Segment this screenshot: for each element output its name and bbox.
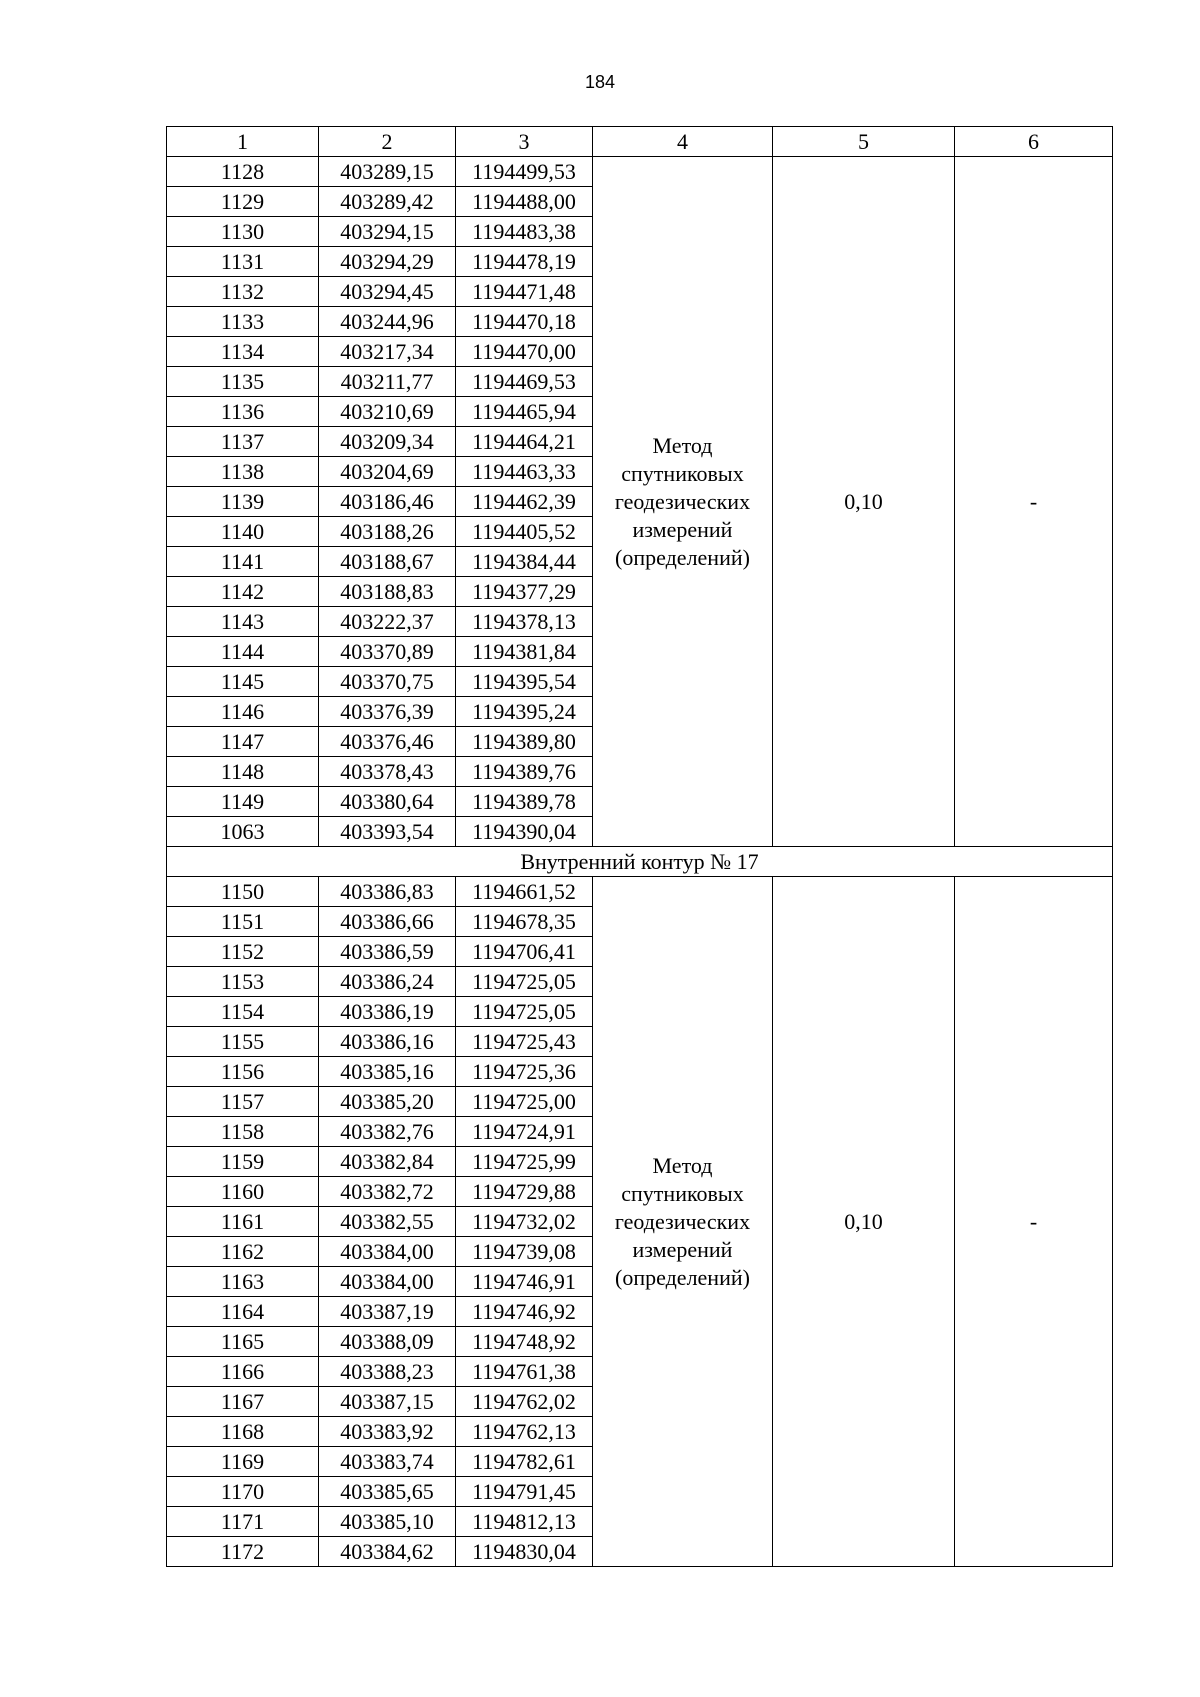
method-line: спутниковых [621, 1180, 744, 1206]
point-number-cell: 1130 [167, 217, 319, 247]
header-cell: 1 [167, 127, 319, 157]
point-number-cell: 1138 [167, 457, 319, 487]
header-cell: 5 [773, 127, 955, 157]
point-number-cell: 1172 [167, 1537, 319, 1567]
x-coordinate-cell: 403386,16 [319, 1027, 456, 1057]
y-coordinate-cell: 1194377,29 [456, 577, 593, 607]
y-coordinate-cell: 1194465,94 [456, 397, 593, 427]
x-coordinate-cell: 403386,19 [319, 997, 456, 1027]
y-coordinate-cell: 1194746,92 [456, 1297, 593, 1327]
point-number-cell: 1166 [167, 1357, 319, 1387]
x-coordinate-cell: 403209,34 [319, 427, 456, 457]
x-coordinate-cell: 403385,65 [319, 1477, 456, 1507]
y-coordinate-cell: 1194395,24 [456, 697, 593, 727]
y-coordinate-cell: 1194724,91 [456, 1117, 593, 1147]
point-number-cell: 1165 [167, 1327, 319, 1357]
y-coordinate-cell: 1194706,41 [456, 937, 593, 967]
section-title-row [167, 847, 1113, 877]
x-coordinate-cell: 403204,69 [319, 457, 456, 487]
y-coordinate-cell: 1194389,76 [456, 757, 593, 787]
y-coordinate-cell: 1194725,43 [456, 1027, 593, 1057]
x-coordinate-cell: 403294,45 [319, 277, 456, 307]
point-number-cell: 1133 [167, 307, 319, 337]
point-number-cell: 1155 [167, 1027, 319, 1057]
x-coordinate-cell: 403217,34 [319, 337, 456, 367]
x-coordinate-cell: 403294,29 [319, 247, 456, 277]
method-line: (определений) [615, 544, 750, 570]
y-coordinate-cell: 1194761,38 [456, 1357, 593, 1387]
x-coordinate-cell: 403382,72 [319, 1177, 456, 1207]
header-row [167, 127, 1113, 157]
y-coordinate-cell: 1194661,52 [456, 877, 593, 907]
point-number-cell: 1170 [167, 1477, 319, 1507]
y-coordinate-cell: 1194762,13 [456, 1417, 593, 1447]
point-number-cell: 1132 [167, 277, 319, 307]
x-coordinate-cell: 403376,39 [319, 697, 456, 727]
x-coordinate-cell: 403386,24 [319, 967, 456, 997]
x-coordinate-cell: 403380,64 [319, 787, 456, 817]
table-row [167, 877, 1113, 907]
x-coordinate-cell: 403211,77 [319, 367, 456, 397]
point-number-cell: 1168 [167, 1417, 319, 1447]
x-coordinate-cell: 403382,76 [319, 1117, 456, 1147]
point-number-cell: 1134 [167, 337, 319, 367]
x-coordinate-cell: 403222,37 [319, 607, 456, 637]
y-coordinate-cell: 1194390,04 [456, 817, 593, 847]
y-coordinate-cell: 1194470,18 [456, 307, 593, 337]
point-number-cell: 1154 [167, 997, 319, 1027]
y-coordinate-cell: 1194782,61 [456, 1447, 593, 1477]
x-coordinate-cell: 403385,16 [319, 1057, 456, 1087]
point-number-cell: 1142 [167, 577, 319, 607]
x-coordinate-cell: 403188,67 [319, 547, 456, 577]
y-coordinate-cell: 1194830,04 [456, 1537, 593, 1567]
point-number-cell: 1144 [167, 637, 319, 667]
method-line: геодезических [614, 1208, 751, 1234]
x-coordinate-cell: 403289,42 [319, 187, 456, 217]
header-cell: 2 [319, 127, 456, 157]
x-coordinate-cell: 403388,09 [319, 1327, 456, 1357]
y-coordinate-cell: 1194463,33 [456, 457, 593, 487]
x-coordinate-cell: 403370,75 [319, 667, 456, 697]
header-cell: 6 [955, 127, 1113, 157]
point-number-cell: 1136 [167, 397, 319, 427]
point-number-cell: 1146 [167, 697, 319, 727]
point-number-cell: 1158 [167, 1117, 319, 1147]
x-coordinate-cell: 403393,54 [319, 817, 456, 847]
accuracy-cell: 0,10 [773, 157, 955, 847]
section-title: Внутренний контур № 17 [167, 847, 1113, 877]
y-coordinate-cell: 1194732,02 [456, 1207, 593, 1237]
method-line: Метод [652, 1152, 713, 1178]
point-number-cell: 1135 [167, 367, 319, 397]
y-coordinate-cell: 1194748,92 [456, 1327, 593, 1357]
x-coordinate-cell: 403387,19 [319, 1297, 456, 1327]
x-coordinate-cell: 403386,83 [319, 877, 456, 907]
point-number-cell: 1151 [167, 907, 319, 937]
accuracy-cell: 0,10 [773, 877, 955, 1567]
point-number-cell: 1164 [167, 1297, 319, 1327]
point-number-cell: 1147 [167, 727, 319, 757]
x-coordinate-cell: 403385,20 [319, 1087, 456, 1117]
x-coordinate-cell: 403384,00 [319, 1237, 456, 1267]
y-coordinate-cell: 1194469,53 [456, 367, 593, 397]
y-coordinate-cell: 1194739,08 [456, 1237, 593, 1267]
point-number-cell: 1131 [167, 247, 319, 277]
table-row [167, 157, 1113, 187]
x-coordinate-cell: 403294,15 [319, 217, 456, 247]
y-coordinate-cell: 1194483,38 [456, 217, 593, 247]
y-coordinate-cell: 1194488,00 [456, 187, 593, 217]
point-number-cell: 1129 [167, 187, 319, 217]
y-coordinate-cell: 1194470,00 [456, 337, 593, 367]
y-coordinate-cell: 1194405,52 [456, 517, 593, 547]
x-coordinate-cell: 403382,55 [319, 1207, 456, 1237]
coordinates-table-body [167, 127, 1113, 1567]
method-line: измерений [632, 1236, 733, 1262]
x-coordinate-cell: 403370,89 [319, 637, 456, 667]
column-6-cell: - [955, 157, 1113, 847]
y-coordinate-cell: 1194812,13 [456, 1507, 593, 1537]
method-line: измерений [632, 516, 733, 542]
point-number-cell: 1163 [167, 1267, 319, 1297]
method-line: (определений) [615, 1264, 750, 1290]
method-line: геодезических [614, 488, 751, 514]
y-coordinate-cell: 1194378,13 [456, 607, 593, 637]
x-coordinate-cell: 403210,69 [319, 397, 456, 427]
method-line: спутниковых [621, 460, 744, 486]
point-number-cell: 1137 [167, 427, 319, 457]
point-number-cell: 1169 [167, 1447, 319, 1477]
point-number-cell: 1148 [167, 757, 319, 787]
y-coordinate-cell: 1194729,88 [456, 1177, 593, 1207]
point-number-cell: 1153 [167, 967, 319, 997]
y-coordinate-cell: 1194395,54 [456, 667, 593, 697]
y-coordinate-cell: 1194725,00 [456, 1087, 593, 1117]
header-cell: 3 [456, 127, 593, 157]
y-coordinate-cell: 1194725,99 [456, 1147, 593, 1177]
x-coordinate-cell: 403188,83 [319, 577, 456, 607]
point-number-cell: 1063 [167, 817, 319, 847]
x-coordinate-cell: 403388,23 [319, 1357, 456, 1387]
y-coordinate-cell: 1194389,78 [456, 787, 593, 817]
x-coordinate-cell: 403382,84 [319, 1147, 456, 1177]
method-cell [593, 877, 773, 1567]
y-coordinate-cell: 1194678,35 [456, 907, 593, 937]
y-coordinate-cell: 1194471,48 [456, 277, 593, 307]
point-number-cell: 1139 [167, 487, 319, 517]
point-number-cell: 1160 [167, 1177, 319, 1207]
x-coordinate-cell: 403384,00 [319, 1267, 456, 1297]
point-number-cell: 1150 [167, 877, 319, 907]
x-coordinate-cell: 403385,10 [319, 1507, 456, 1537]
point-number-cell: 1152 [167, 937, 319, 967]
y-coordinate-cell: 1194762,02 [456, 1387, 593, 1417]
point-number-cell: 1157 [167, 1087, 319, 1117]
x-coordinate-cell: 403383,92 [319, 1417, 456, 1447]
y-coordinate-cell: 1194478,19 [456, 247, 593, 277]
point-number-cell: 1162 [167, 1237, 319, 1267]
x-coordinate-cell: 403244,96 [319, 307, 456, 337]
y-coordinate-cell: 1194725,36 [456, 1057, 593, 1087]
x-coordinate-cell: 403387,15 [319, 1387, 456, 1417]
x-coordinate-cell: 403386,66 [319, 907, 456, 937]
y-coordinate-cell: 1194381,84 [456, 637, 593, 667]
x-coordinate-cell: 403186,46 [319, 487, 456, 517]
y-coordinate-cell: 1194746,91 [456, 1267, 593, 1297]
x-coordinate-cell: 403376,46 [319, 727, 456, 757]
point-number-cell: 1145 [167, 667, 319, 697]
y-coordinate-cell: 1194725,05 [456, 967, 593, 997]
point-number-cell: 1171 [167, 1507, 319, 1537]
x-coordinate-cell: 403386,59 [319, 937, 456, 967]
y-coordinate-cell: 1194499,53 [456, 157, 593, 187]
y-coordinate-cell: 1194389,80 [456, 727, 593, 757]
column-6-cell: - [955, 877, 1113, 1567]
x-coordinate-cell: 403188,26 [319, 517, 456, 547]
point-number-cell: 1161 [167, 1207, 319, 1237]
y-coordinate-cell: 1194462,39 [456, 487, 593, 517]
x-coordinate-cell: 403383,74 [319, 1447, 456, 1477]
y-coordinate-cell: 1194725,05 [456, 997, 593, 1027]
point-number-cell: 1149 [167, 787, 319, 817]
point-number-cell: 1156 [167, 1057, 319, 1087]
method-cell [593, 157, 773, 847]
y-coordinate-cell: 1194464,21 [456, 427, 593, 457]
point-number-cell: 1159 [167, 1147, 319, 1177]
coordinates-table [166, 126, 1113, 1567]
method-line: Метод [652, 432, 713, 458]
x-coordinate-cell: 403378,43 [319, 757, 456, 787]
point-number-cell: 1140 [167, 517, 319, 547]
y-coordinate-cell: 1194384,44 [456, 547, 593, 577]
page-number: 184 [584, 72, 616, 92]
point-number-cell: 1167 [167, 1387, 319, 1417]
point-number-cell: 1143 [167, 607, 319, 637]
x-coordinate-cell: 403289,15 [319, 157, 456, 187]
point-number-cell: 1128 [167, 157, 319, 187]
header-cell: 4 [593, 127, 773, 157]
y-coordinate-cell: 1194791,45 [456, 1477, 593, 1507]
point-number-cell: 1141 [167, 547, 319, 577]
x-coordinate-cell: 403384,62 [319, 1537, 456, 1567]
